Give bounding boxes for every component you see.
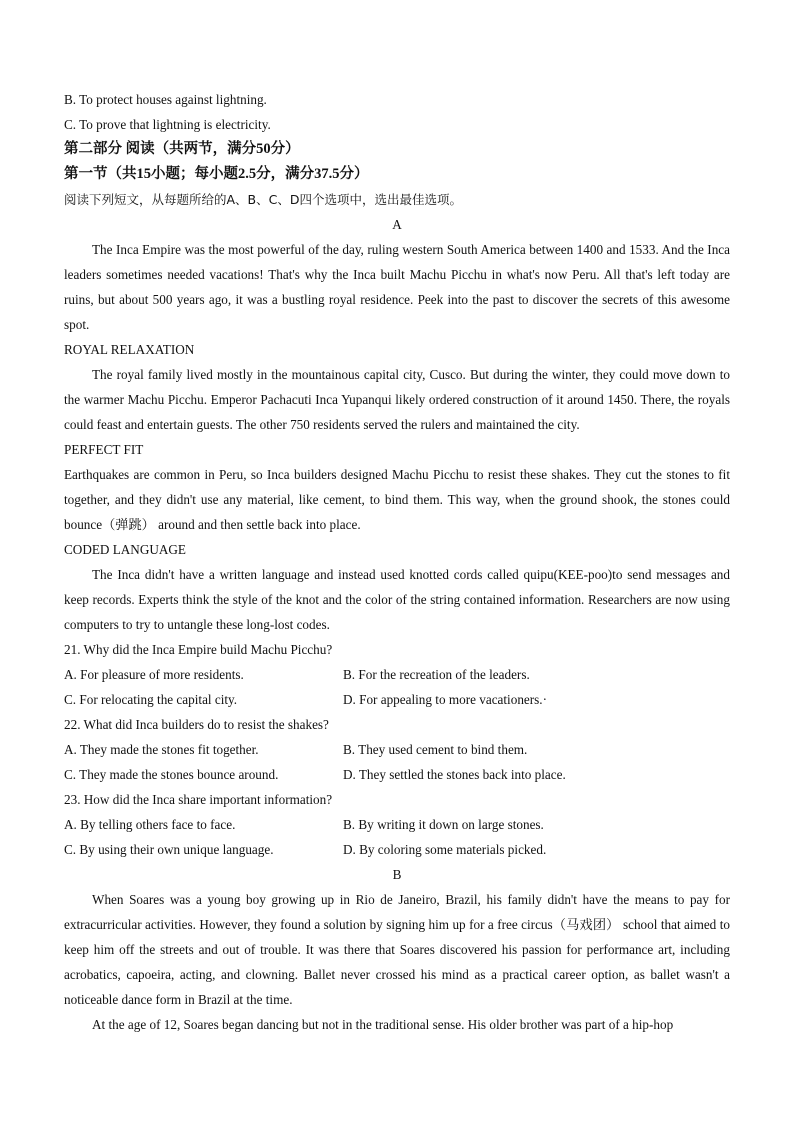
answer-option: C. For relocating the capital city. <box>64 692 238 707</box>
question-stem: 22. What did Inca builders do to resist the shakes? <box>64 717 329 732</box>
question-block <box>64 787 730 862</box>
answer-option: B. By writing it down on large stones. <box>343 817 544 832</box>
option-row <box>64 737 730 762</box>
option-line: B. To protect houses against lightning. <box>64 92 267 107</box>
section-heading: 第一节（共15小题；每小题2.5分，满分37.5分） <box>64 166 369 182</box>
option-row <box>64 762 730 787</box>
passage-letter: B <box>392 867 402 882</box>
answer-option: B. For the recreation of the leaders. <box>343 667 530 682</box>
passage-letter: A <box>392 217 402 232</box>
answer-option: C. They made the stones bounce around. <box>64 767 279 782</box>
answer-option: A. For pleasure of more residents. <box>64 667 244 682</box>
passage-paragraph: The royal family lived mostly in the mountainous capital city, Cusco. But during the winter, they could move down to the warmer Machu Picchu. Emperor Pachacuti Inca Yupanqui likely ordered construction of it around 1450. There, the royals could feast and entertain guests. The other 750 residents served the rulers and maintained the city. <box>64 367 730 432</box>
answer-option: C. By using their own unique language. <box>64 842 274 857</box>
option-row <box>64 662 730 687</box>
question-block <box>64 637 730 712</box>
passage-subheading: ROYAL RELAXATION <box>64 342 195 357</box>
answer-option: D. By coloring some materials picked. <box>343 842 547 857</box>
question-stem: 21. Why did the Inca Empire build Machu Picchu? <box>64 642 333 657</box>
passage-paragraph: The Inca didn't have a written language and instead used knotted cords called quipu(KEE-poo)to send messages and keep records. Experts think the style of the knot and the color of the string contained information. Researchers are now using computers to try to untangle these long-lost codes. <box>64 567 730 632</box>
exam-page <box>64 87 730 1037</box>
option-row <box>64 687 730 712</box>
answer-option: D. They settled the stones back into place. <box>343 767 566 782</box>
question-block <box>64 712 730 787</box>
answer-option: A. They made the stones fit together. <box>64 742 259 757</box>
passage-paragraph: When Soares was a young boy growing up in Rio de Janeiro, Brazil, his family didn't have the means to pay for extracurricular activities. However, they found a solution by signing him up for a free circus（马戏团） school that aimed to keep him off the streets and out of trouble. It was there that Soares discovered his passion for performance art, including acrobatics, capoeira, acting, and clowning. Ballet never crossed his mind as a practical career option, as ballet wasn't a noticeable dance form in Brazil at the time. <box>64 892 730 1007</box>
part-heading: 第二部分 阅读（共两节，满分50分） <box>64 141 300 157</box>
passage-subheading: PERFECT FIT <box>64 442 144 457</box>
option-line: C. To prove that lightning is electricity. <box>64 117 271 132</box>
passage-paragraph: At the age of 12, Soares began dancing but not in the traditional sense. His older brother was part of a hip-hop <box>92 1017 674 1032</box>
answer-option: D. For appealing to more vacationers.· <box>343 692 547 707</box>
passage-subheading: CODED LANGUAGE <box>64 542 186 557</box>
answer-option: A. By telling others face to face. <box>64 817 236 832</box>
answer-option: B. They used cement to bind them. <box>343 742 528 757</box>
option-row <box>64 837 730 862</box>
question-stem: 23. How did the Inca share important information? <box>64 792 333 807</box>
passage-paragraph: The Inca Empire was the most powerful of the day, ruling western South America between 1400 and 1533. And the Inca leaders sometimes needed vacations! That's why the Inca built Machu Picchu in what's now Peru. All that's left today are ruins, but about 500 years ago, it was a bustling royal residence. Peek into the past to discover the secrets of this awesome spot. <box>64 242 730 332</box>
instruction-text: 阅读下列短文，从每题所给的A、B、C、D四个选项中，选出最佳选项。 <box>64 192 462 207</box>
passage-paragraph: Earthquakes are common in Peru, so Inca builders designed Machu Picchu to resist these shakes. They cut the stones to fit together, and they didn't use any material, like cement, to bind them. This way, when the ground shook, the stones could bounce（弹跳） around and then settle back into place. <box>64 467 730 532</box>
option-row <box>64 812 730 837</box>
